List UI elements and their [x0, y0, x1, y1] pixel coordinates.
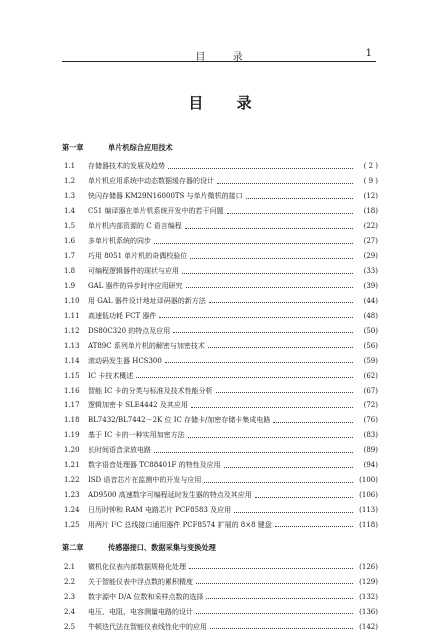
toc-entry-title: GAL 器件的异步时序应用研究 [88, 281, 183, 290]
dot-leader [159, 317, 353, 318]
toc-entry-number: 2.3 [64, 592, 76, 601]
toc-entry-number: 1.13 [64, 341, 80, 350]
toc-entry-page: (94) [363, 461, 378, 470]
running-header-title: 目 录 [195, 52, 255, 63]
toc-entry-page: (106) [359, 491, 378, 500]
toc-entry[interactable] [62, 204, 378, 219]
toc-entry-title: 日历时钟和 RAM 电路芯片 PCF8583 及应用 [88, 506, 232, 515]
dot-leader [246, 198, 353, 199]
dot-leader [188, 437, 353, 438]
toc-entry-page: (67) [363, 386, 378, 395]
toc-entry-title: BL7432/BL7442－2K 位 IC 存储卡/加密存储卡集成电路 [88, 416, 271, 425]
toc-entry-number: 1.8 [64, 267, 76, 276]
dot-leader [191, 407, 353, 408]
toc-entry-number: 1.10 [64, 296, 80, 305]
toc-entry-page: (29) [363, 252, 378, 261]
toc-entry-page: (62) [363, 371, 378, 380]
toc-entry[interactable] [62, 219, 378, 234]
dot-leader [165, 362, 353, 363]
toc-entry-title: 微机化仪表内部数据规格化处理 [88, 562, 186, 571]
toc-entry-title: 智能 IC 卡的分类与标准及技术性能分析 [88, 386, 213, 395]
dot-leader [275, 526, 353, 527]
toc-entry-title: 快闪存储器 KM29N16000TS 与单片微机的接口 [88, 192, 243, 201]
toc-entry-page: (44) [363, 296, 378, 305]
toc-entry-title: AD9500 高速数字可编程延时发生器的特点及其应用 [88, 491, 252, 500]
toc-entry-title: 单片机内部资源的 C 语言编程 [88, 222, 182, 231]
toc-entry-number: 2.1 [64, 562, 76, 571]
toc-entry-number: 1.3 [64, 192, 76, 201]
dot-leader [182, 273, 353, 274]
toc-entry-number: 1.9 [64, 281, 76, 290]
toc-entry-number: 1.4 [64, 207, 76, 216]
toc-entry-title: 高速低功耗 FCT 器件 [88, 311, 157, 320]
toc-entry[interactable] [62, 323, 378, 338]
toc-entry-title: 可编程逻辑器件的现状与应用 [88, 267, 179, 276]
dot-leader [190, 258, 353, 259]
toc-entry-number: 1.6 [64, 237, 76, 246]
table-of-contents [62, 140, 378, 634]
toc-entry[interactable] [62, 589, 378, 604]
dot-leader [273, 422, 353, 423]
toc-entry-number: 1.11 [64, 311, 80, 320]
chapter-heading [62, 140, 378, 155]
toc-entry-number: 1.25 [64, 520, 80, 529]
chapter-label: 第一章 [62, 142, 84, 152]
page-title: 目 录 [188, 94, 266, 112]
toc-entry-number: 1.15 [64, 371, 80, 380]
toc-entry[interactable] [62, 159, 378, 174]
toc-entry[interactable] [62, 279, 378, 294]
toc-entry-number: 1.23 [64, 491, 80, 500]
toc-entry-number: 2.4 [64, 607, 76, 616]
toc-entry-number: 1.17 [64, 401, 80, 410]
toc-entry-page: (18) [363, 207, 378, 216]
toc-entry-number: 1.14 [64, 356, 80, 365]
toc-entry-number: 2.2 [64, 577, 76, 586]
toc-entry-title: 单片机应用系统中动态数据缓存器的设计 [88, 177, 214, 186]
toc-entry-number: 1.21 [64, 461, 80, 470]
toc-entry-page: (132) [359, 592, 378, 601]
toc-entry[interactable] [62, 234, 378, 249]
dot-leader [189, 568, 353, 569]
toc-entry-number: 1.1 [64, 162, 76, 171]
running-header-page-number: 1 [365, 48, 372, 59]
dot-leader [255, 497, 353, 498]
toc-entry[interactable] [62, 398, 378, 413]
toc-entry[interactable] [62, 619, 378, 634]
toc-entry[interactable] [62, 264, 378, 279]
toc-entry-page: (22) [363, 222, 378, 231]
toc-entry-title: 滚动码发生器 HCS300 [88, 356, 162, 365]
toc-entry-number: 1.18 [64, 416, 80, 425]
toc-entry[interactable] [62, 293, 378, 308]
toc-entry[interactable] [62, 338, 378, 353]
toc-entry[interactable] [62, 189, 378, 204]
toc-entry-page: (89) [363, 446, 378, 455]
toc-entry-number: 1.7 [64, 252, 76, 261]
toc-entry-title: 巧用 8051 单片机的奇偶校验位 [88, 252, 188, 261]
toc-entry-page: (50) [363, 326, 378, 335]
toc-entry-title: AT89C 系列单片机的解密与加密技术 [88, 341, 205, 350]
toc-entry-page: ( 2 ) [363, 162, 378, 171]
toc-entry-page: (113) [359, 506, 378, 515]
toc-entry[interactable] [62, 249, 378, 264]
dot-leader [154, 452, 353, 453]
toc-entry-number: 1.22 [64, 476, 80, 485]
toc-entry-number: 1.12 [64, 326, 80, 335]
toc-entry[interactable] [62, 413, 378, 428]
chapter-title: 单片机综合应用技术 [108, 142, 173, 152]
toc-entry-page: (83) [363, 431, 378, 440]
toc-entry-title: 电压、电阻、电容测量电路的设计 [88, 607, 193, 616]
dot-leader [186, 287, 353, 288]
dot-leader [168, 168, 353, 169]
dot-leader [224, 467, 353, 468]
toc-entry[interactable] [62, 383, 378, 398]
chapter-title: 传感器接口、数据采集与变换处理 [108, 542, 216, 552]
toc-entry-title: 存储器技术的发展及趋势 [88, 162, 165, 171]
dot-leader [227, 213, 354, 214]
toc-entry-page: (129) [359, 577, 378, 586]
toc-entry-number: 1.5 [64, 222, 76, 231]
toc-entry-title: 逻辑加密卡 SLE4442 及其应用 [88, 401, 188, 410]
toc-entry-number: 1.2 [64, 177, 76, 186]
toc-entry-title: 长时间语音录放电路 [88, 446, 151, 455]
toc-entry-title: 多单片机系统的同步 [88, 237, 151, 246]
toc-entry-page: (72) [363, 401, 378, 410]
toc-entry-title: DS80C320 的特点及应用 [88, 326, 171, 335]
toc-entry-title: IC 卡技术概述 [88, 371, 134, 380]
dot-leader [210, 628, 353, 629]
toc-entry-title: 用两片 I²C 总线接口通用器件 PCF8574 扩展的 8×8 键盘 [88, 520, 272, 529]
dot-leader [196, 583, 353, 584]
toc-entry[interactable] [62, 443, 378, 458]
dot-leader [216, 392, 353, 393]
chapter-gap [62, 532, 378, 540]
dot-leader [154, 243, 353, 244]
toc-entry[interactable] [62, 458, 378, 473]
dot-leader [173, 332, 353, 333]
chapter-label: 第二章 [62, 542, 84, 552]
toc-entry-page: (39) [363, 281, 378, 290]
dot-leader [185, 228, 353, 229]
toc-entry-page: (12) [363, 192, 378, 201]
toc-entry-page: (33) [363, 267, 378, 276]
dot-leader [136, 377, 353, 378]
toc-entry-page: (48) [363, 311, 378, 320]
toc-entry-title: 基于 IC 卡的一种实用加密方法 [88, 431, 185, 440]
dot-leader [208, 347, 353, 348]
toc-entry-title: 数字语音处理器 TC88401F 的特性及应用 [88, 461, 221, 470]
toc-entry[interactable] [62, 308, 378, 323]
toc-entry-page: (142) [359, 622, 378, 631]
toc-entry-title: 数字源中 D/A 位数和采样点数的选择 [88, 592, 204, 601]
toc-entry-page: (76) [363, 416, 378, 425]
toc-entry[interactable] [62, 428, 378, 443]
dot-leader [196, 613, 353, 614]
toc-entry-page: (56) [363, 341, 378, 350]
toc-entry-title: 用 GAL 器件设计地址译码器的新方法 [88, 296, 206, 305]
toc-entry-number: 1.16 [64, 386, 80, 395]
toc-entry-title: 牛顿迭代法在智能仪表线性化中的应用 [88, 622, 207, 631]
toc-entry[interactable] [62, 503, 378, 518]
toc-entry-page: (118) [359, 520, 378, 529]
dot-leader [209, 302, 353, 303]
toc-entry[interactable] [62, 518, 378, 533]
toc-entry[interactable] [62, 353, 378, 368]
toc-entry-number: 2.5 [64, 622, 76, 631]
toc-entry-number: 1.19 [64, 431, 80, 440]
toc-entry[interactable] [62, 174, 378, 189]
toc-entry-title: 关于智能仪表中浮点数的累积精度 [88, 577, 193, 586]
running-header [62, 46, 376, 62]
toc-entry-page: (136) [359, 607, 378, 616]
toc-entry[interactable] [62, 604, 378, 619]
chapter-heading [62, 540, 378, 555]
dot-leader [217, 183, 353, 184]
toc-entry[interactable] [62, 368, 378, 383]
toc-entry[interactable] [62, 473, 378, 488]
toc-entry-page: ( 9 ) [363, 177, 378, 186]
dot-leader [206, 598, 353, 599]
toc-entry-number: 1.20 [64, 446, 80, 455]
toc-entry-number: 1.24 [64, 506, 80, 515]
toc-entry-page: (100) [359, 476, 378, 485]
toc-entry-page: (59) [363, 356, 378, 365]
dot-leader [204, 482, 353, 483]
dot-leader [234, 512, 353, 513]
toc-entry[interactable] [62, 574, 378, 589]
toc-entry-title: ISD 语音芯片在监测中的开发与应用 [88, 476, 202, 485]
toc-entry-page: (27) [363, 237, 378, 246]
toc-entry[interactable] [62, 488, 378, 503]
toc-entry-title: C51 编译器在单片机系统开发中的若干问题 [88, 207, 224, 216]
toc-entry[interactable] [62, 559, 378, 574]
toc-entry-page: (126) [359, 562, 378, 571]
